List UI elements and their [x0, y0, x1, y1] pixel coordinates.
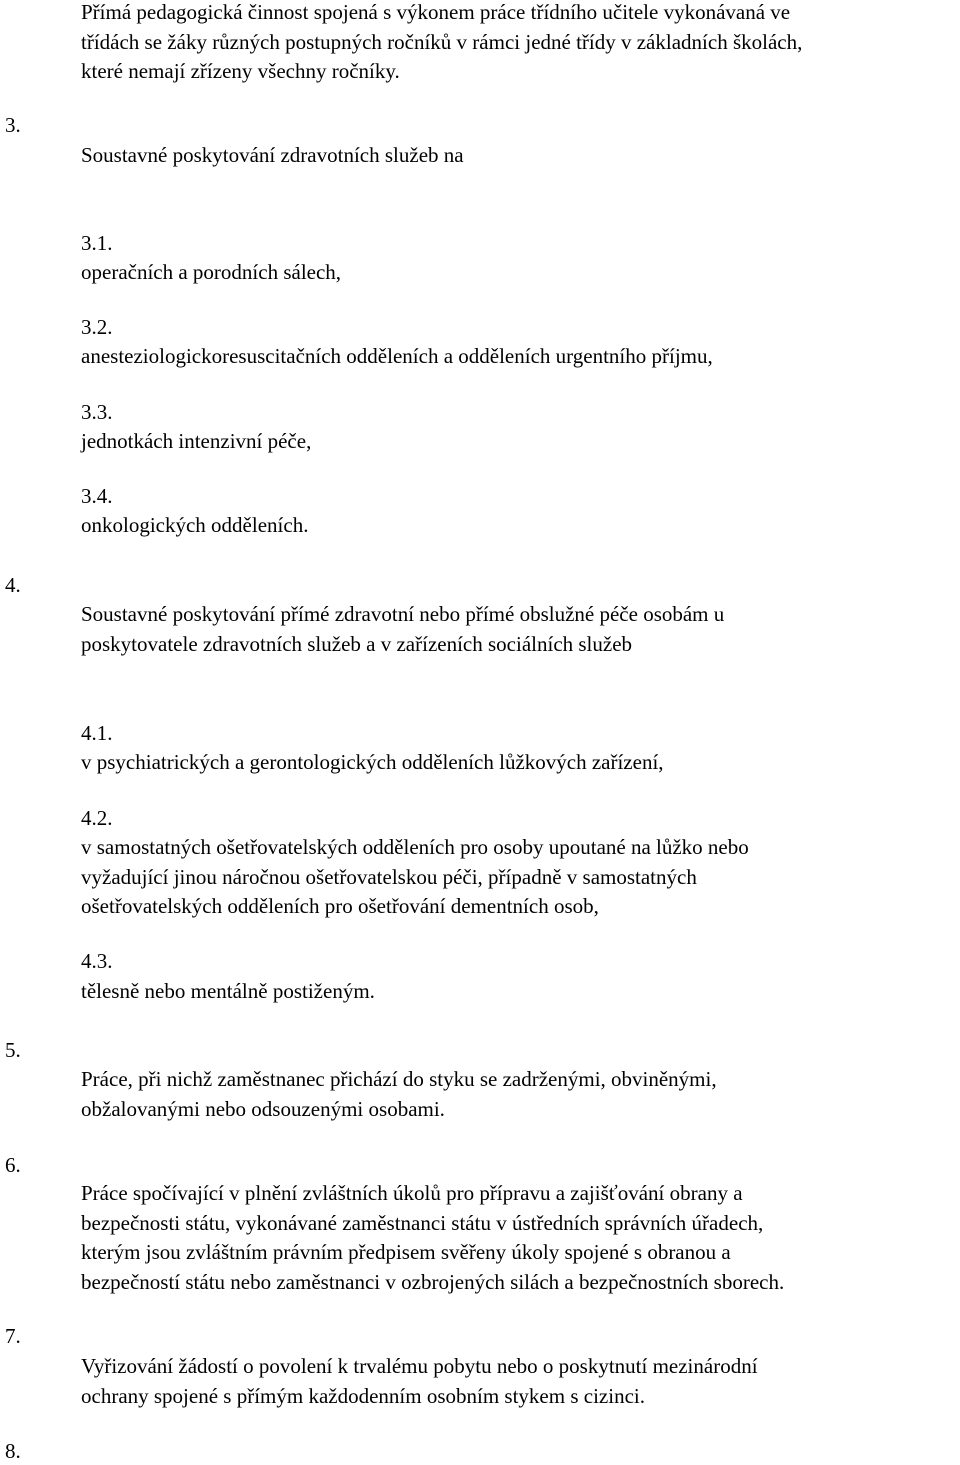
- item-7-line: ochrany spojené s přímým každodenním osobním stykem s cizinci.: [81, 1383, 645, 1408]
- item-number-3: 3.: [5, 113, 21, 137]
- item-6-line: kterým jsou zvláštním právním předpisem svěřeny úkoly spojené s obranou a: [81, 1240, 731, 1264]
- subitem-text-3-3: jednotkách intenzivní péče,: [81, 429, 312, 453]
- intro-paragraph: [81, 0, 802, 87]
- item-5-text: [81, 1065, 717, 1124]
- item-3-heading: Soustavné poskytování zdravotních služeb na: [81, 143, 464, 167]
- subitem-number-4-2: 4.2.: [81, 806, 113, 830]
- intro-line: Přímá pedagogická činnost spojená s výkonem práce třídního učitele vykonávaná ve: [81, 0, 791, 24]
- subitem-number-3-3: 3.3.: [81, 400, 113, 424]
- item-number-4: 4.: [5, 573, 21, 597]
- subitem-text-3-4: onkologických odděleních.: [81, 513, 309, 537]
- item-number-5: 5.: [5, 1038, 21, 1062]
- item-4-heading-line: poskytovatele zdravotních služeb a v zařízeních sociálních služeb: [81, 631, 633, 656]
- subitem-number-4-1: 4.1.: [81, 721, 113, 745]
- subitem-number-4-3: 4.3.: [81, 949, 113, 973]
- item-6-line: bezpečností státu nebo zaměstnanci v ozbrojených silách a bezpečnostních sborech.: [81, 1269, 785, 1294]
- subitem-number-3-4: 3.4.: [81, 484, 113, 508]
- item-5-line: Práce, při nichž zaměstnanec přichází do styku se zadrženými, obviněnými,: [81, 1067, 717, 1091]
- subitem-text-3-2: anesteziologickoresuscitačních odděleních a odděleních urgentního příjmu,: [81, 344, 713, 368]
- subitem-text-4-3: tělesně nebo mentálně postiženým.: [81, 979, 375, 1003]
- item-5-line: obžalovanými nebo odsouzenými osobami.: [81, 1096, 445, 1121]
- subitem-number-3-2: 3.2.: [81, 315, 113, 339]
- item-4-heading-line: Soustavné poskytování přímé zdravotní nebo přímé obslužné péče osobám u: [81, 602, 725, 626]
- item-number-8: 8.: [5, 1439, 21, 1463]
- intro-line: třídách se žáky různých postupných ročníků v rámci jedné třídy v základních školách,: [81, 29, 803, 54]
- item-6-text: [81, 1179, 784, 1297]
- subitem-text-4-1: v psychiatrických a gerontologických odděleních lůžkových zařízení,: [81, 750, 664, 774]
- subitem-text-4-2: [81, 833, 749, 922]
- subitem-4-2-line: vyžadující jinou náročnou ošetřovatelskou péči, případně v samostatných: [81, 864, 697, 889]
- intro-line: které nemají zřízeny všechny ročníky.: [81, 59, 400, 83]
- item-4-heading: [81, 600, 724, 659]
- subitem-4-2-line: v samostatných ošetřovatelských odděleních pro osoby upoutané na lůžko nebo: [81, 835, 749, 859]
- subitem-4-2-line: ošetřovatelských odděleních pro ošetřování dementních osob,: [81, 894, 599, 918]
- item-7-line: Vyřizování žádostí o povolení k trvalému pobytu nebo o poskytnutí mezinárodní: [81, 1354, 758, 1378]
- item-6-line: Práce spočívající v plnění zvláštních úkolů pro přípravu a zajišťování obrany a: [81, 1181, 743, 1205]
- item-number-7: 7.: [5, 1324, 21, 1348]
- subitem-text-3-1: operačních a porodních sálech,: [81, 260, 342, 284]
- subitem-number-3-1: 3.1.: [81, 231, 113, 255]
- item-number-6: 6.: [5, 1153, 21, 1177]
- item-6-line: bezpečnosti státu, vykonávané zaměstnanci státu v ústředních správních úřadech,: [81, 1210, 764, 1235]
- item-7-text: [81, 1352, 758, 1411]
